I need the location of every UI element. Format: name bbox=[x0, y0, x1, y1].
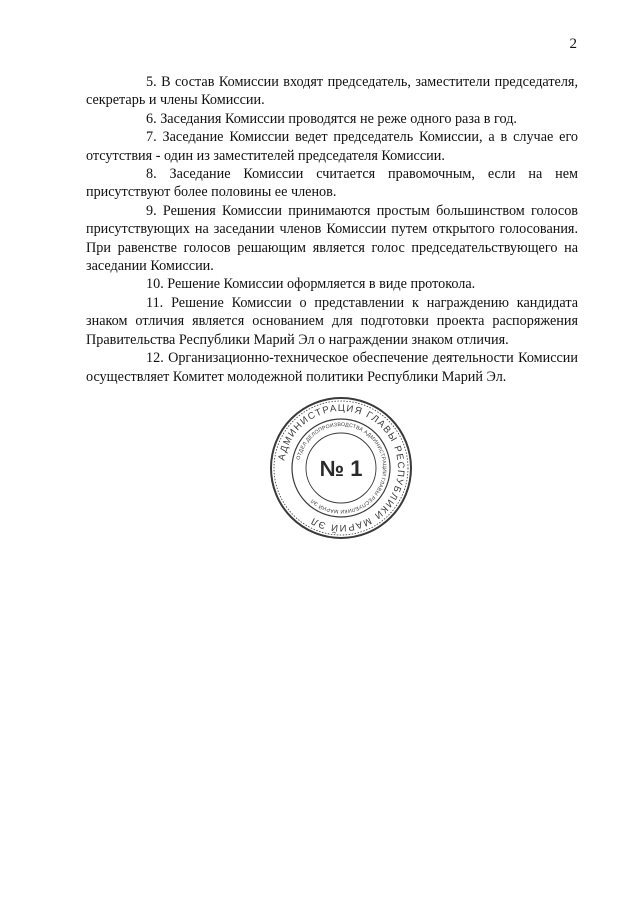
paragraph-6: 6. Заседания Комиссии проводятся не реже одного раза в год. bbox=[146, 110, 517, 127]
document-body bbox=[86, 73, 578, 386]
paragraph-12: 12. Организационно-техническое обеспечение деятельности Комиссии осуществляет Комитет молодежной политики Республики Марий Эл. bbox=[86, 350, 578, 385]
paragraph-9: 9. Решения Комиссии принимаются простым большинством голосов присутствующих на заседании членов Комиссии путем открытого голосования. При равенстве голосов решающим является голос председательствующего на заседании Комиссии. bbox=[86, 202, 578, 275]
seal-inner-text: ОТДЕЛ ДЕЛОПРОИЗВОДСТВА АДМИНИСТРАЦИИ ГЛАВЫ РЕСПУБЛИКИ МАРИЙ ЭЛ bbox=[295, 421, 388, 515]
seal-icon bbox=[268, 395, 414, 541]
paragraph-11: 11. Решение Комиссии о представлении к награждению кандидата знаком отличия является основанием для подготовки проекта распоряжения Правительства Республики Марий Эл о награждении знаком отличия. bbox=[86, 294, 578, 348]
paragraph-5: 5. В состав Комиссии входят председатель, заместители председателя, секретарь и члены Комиссии. bbox=[86, 74, 578, 109]
paragraph-10: 10. Решение Комиссии оформляется в виде протокола. bbox=[146, 276, 476, 293]
paragraph-8: 8. Заседание Комиссии считается правомочным, если на нем присутствуют более половины ее членов. bbox=[86, 166, 578, 201]
seal-number: № 1 bbox=[319, 456, 363, 481]
paragraph-7: 7. Заседание Комиссии ведет председатель Комиссии, а в случае его отсутствия - один из заместителей председателя Комиссии. bbox=[86, 129, 578, 164]
seal-outer-text: АДМИНИСТРАЦИЯ ГЛАВЫ РЕСПУБЛИКИ МАРИЙ ЭЛ bbox=[276, 402, 407, 534]
page-number: 2 bbox=[569, 36, 577, 52]
official-seal bbox=[268, 395, 414, 541]
